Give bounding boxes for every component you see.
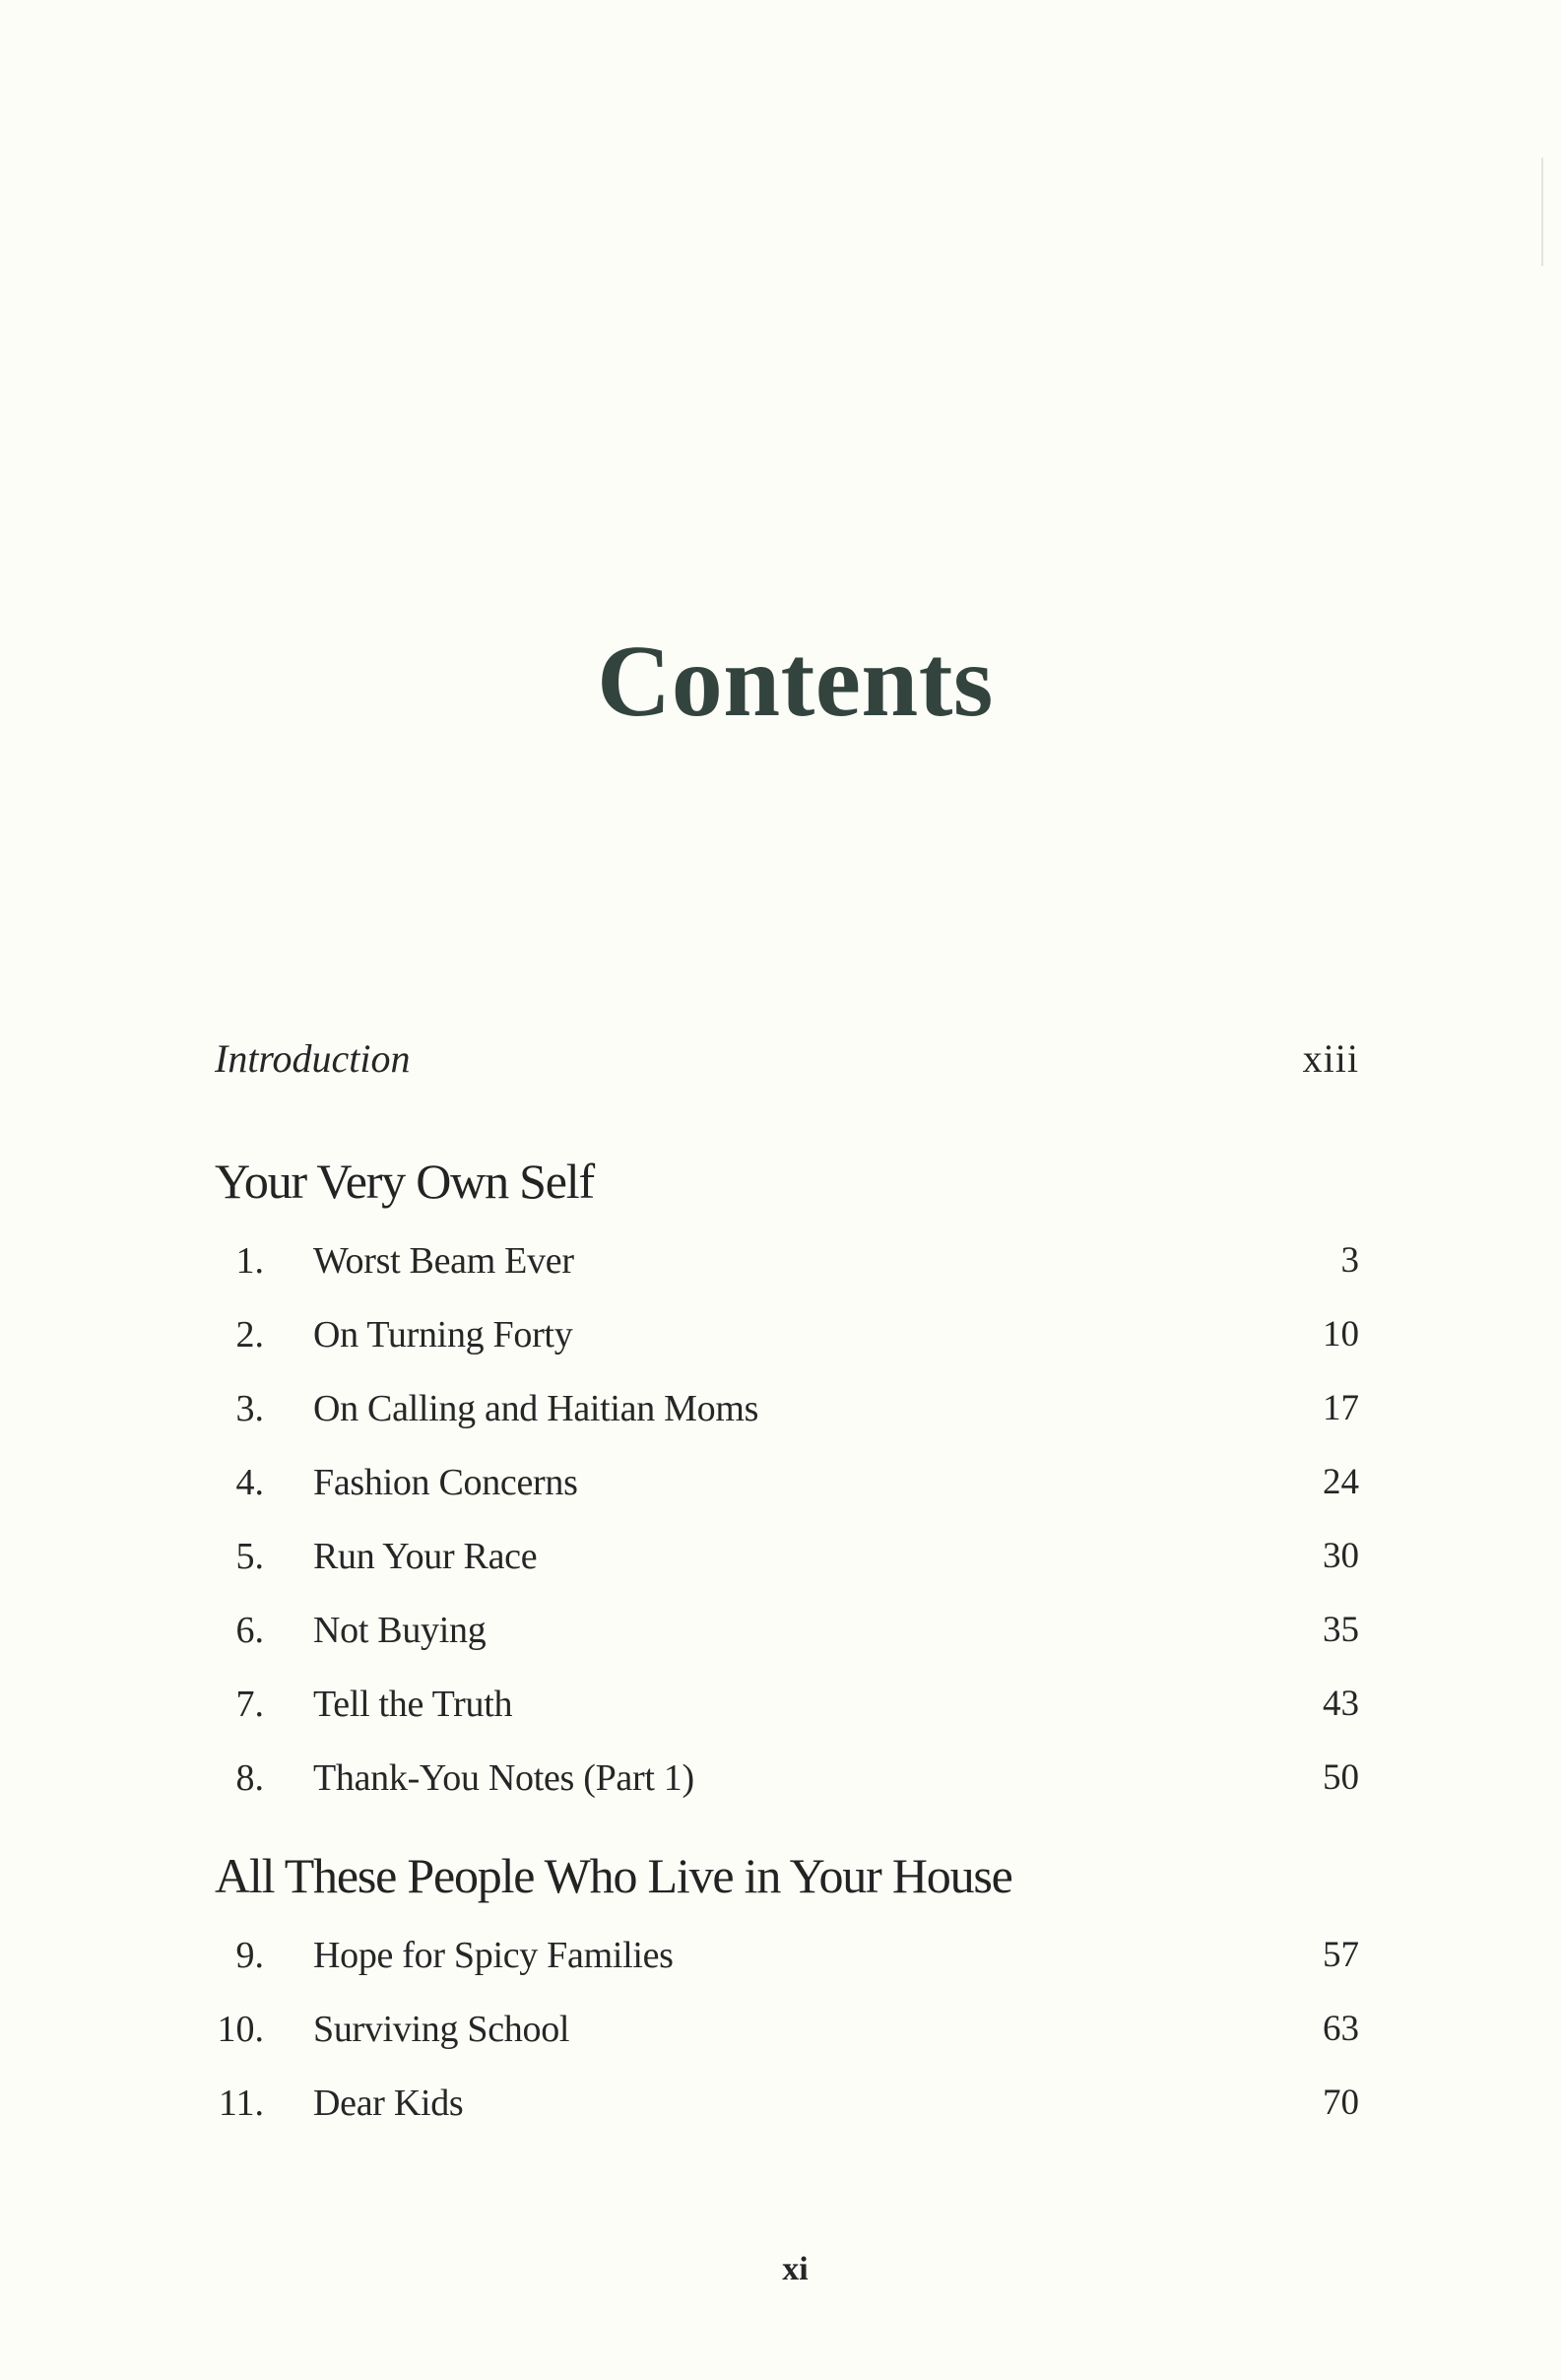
- chapter-title: On Calling and Haitian Moms: [313, 1388, 759, 1429]
- chapter-number: 2.: [235, 1314, 264, 1355]
- page-edge-mark: [1541, 158, 1543, 266]
- chapter-page-number: 35: [1323, 1610, 1359, 1650]
- chapter-page-number: 24: [1323, 1462, 1359, 1502]
- toc-entry[interactable]: [215, 1458, 1359, 1507]
- chapter-number: 10.: [217, 2009, 264, 2050]
- chapter-page-number: 17: [1323, 1388, 1359, 1428]
- page-folio-number: xi: [782, 2251, 809, 2287]
- chapter-number: 4.: [235, 1462, 264, 1503]
- part-heading-row: [215, 1154, 1359, 1209]
- chapter-number: 6.: [235, 1610, 264, 1651]
- toc-entry[interactable]: [215, 1753, 1359, 1803]
- chapter-title: On Turning Forty: [313, 1314, 573, 1355]
- chapter-page-number: 63: [1323, 2009, 1359, 2049]
- chapter-page-number: 57: [1323, 1935, 1359, 1975]
- chapter-number: 11.: [218, 2082, 264, 2124]
- part-heading-row: [215, 1848, 1359, 1903]
- chapter-title: Surviving School: [313, 2009, 570, 2050]
- chapter-page-number: 43: [1323, 1684, 1359, 1724]
- page-title: Contents: [597, 625, 994, 738]
- introduction-page-number: xiii: [1302, 1036, 1359, 1081]
- chapter-title: Dear Kids: [313, 2082, 464, 2124]
- toc-entry[interactable]: [215, 1236, 1359, 1286]
- chapter-number: 5.: [235, 1536, 264, 1577]
- chapter-title: Worst Beam Ever: [313, 1240, 574, 1282]
- toc-entry[interactable]: [215, 2079, 1359, 2128]
- chapter-title: Not Buying: [313, 1610, 487, 1651]
- chapter-title: Run Your Race: [313, 1536, 538, 1577]
- chapter-title: Tell the Truth: [313, 1684, 513, 1725]
- chapter-page-number: 30: [1323, 1536, 1359, 1576]
- chapter-page-number: 3: [1340, 1240, 1359, 1281]
- chapter-number: 9.: [235, 1935, 264, 1976]
- chapter-number: 1.: [235, 1240, 264, 1282]
- toc-entry-introduction[interactable]: [215, 1034, 1359, 1084]
- toc-entry[interactable]: [215, 2005, 1359, 2054]
- toc-entry[interactable]: [215, 1606, 1359, 1655]
- part-heading: All These People Who Live in Your House: [215, 1848, 1012, 1903]
- chapter-title: Thank-You Notes (Part 1): [313, 1757, 694, 1799]
- chapter-number: 7.: [235, 1684, 264, 1725]
- introduction-label: Introduction: [215, 1036, 411, 1081]
- chapter-title: Hope for Spicy Families: [313, 1935, 674, 1976]
- toc-entry[interactable]: [215, 1931, 1359, 1980]
- toc-entry[interactable]: [215, 1310, 1359, 1359]
- chapter-page-number: 50: [1323, 1757, 1359, 1798]
- toc-entry[interactable]: [215, 1384, 1359, 1433]
- chapter-title: Fashion Concerns: [313, 1462, 578, 1503]
- chapter-number: 8.: [235, 1757, 264, 1799]
- part-heading: Your Very Own Self: [215, 1154, 594, 1209]
- toc-entry[interactable]: [215, 1532, 1359, 1581]
- chapter-page-number: 10: [1323, 1314, 1359, 1355]
- chapter-number: 3.: [235, 1388, 264, 1429]
- chapter-page-number: 70: [1323, 2082, 1359, 2123]
- toc-entry[interactable]: [215, 1680, 1359, 1729]
